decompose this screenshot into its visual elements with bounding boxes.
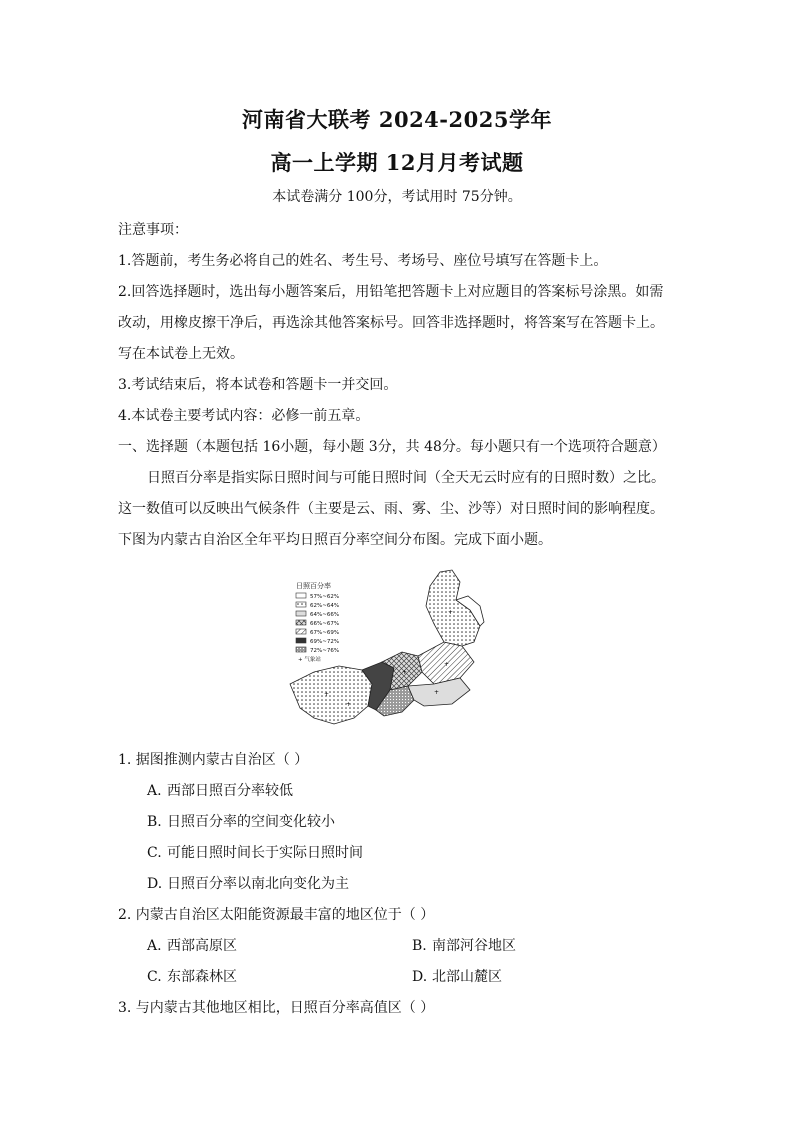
option-label: B. (147, 814, 162, 830)
option-label: C. (147, 969, 162, 985)
station-mark: + (444, 661, 450, 668)
legend-item-2: 62%~64% (310, 603, 340, 609)
legend-item-1: 57%~62% (310, 594, 340, 600)
note-item-3: 3.考试结束后，将本试卷和答题卡一并交回。 (118, 377, 398, 393)
map-legend (296, 581, 339, 663)
legend-swatch-1 (296, 593, 306, 598)
intro-line-2: 这一数值可以反映出气候条件（主要是云、雨、雾、尘、沙等）对日照时间的影响程度。 (118, 501, 664, 517)
option-text: 可能日照时间长于实际日照时间 (167, 845, 363, 861)
legend-swatch-5 (296, 629, 306, 634)
title-line-1: 河南省大联考 2024-2025学年 (242, 107, 552, 132)
legend-swatch-7 (296, 647, 306, 652)
note-item-2-line-2: 改动，用橡皮擦干净后，再选涂其他答案标号。回答非选择题时，将答案写在答题卡上。 (118, 315, 664, 331)
legend-title: 日照百分率 (296, 582, 331, 590)
option-text: 北部山麓区 (432, 969, 502, 985)
question-1-stem: 1. 据图推测内蒙古自治区（ ） (118, 752, 309, 768)
option-text: 日照百分率以南北向变化为主 (167, 876, 349, 892)
note-item-2-line-1: 2.回答选择题时，选出每小题答案后，用铅笔把答题卡上对应题目的答案标号涂黑。如需 (118, 284, 664, 300)
option-text: 南部河谷地区 (432, 938, 516, 954)
option-label: B. (412, 938, 427, 954)
question-1-option-d[interactable] (147, 873, 349, 893)
intro-line-3: 下图为内蒙古自治区全年平均日照百分率空间分布图。完成下面小题。 (118, 532, 552, 548)
option-label: A. (147, 783, 162, 799)
legend-station: + 气象站 (298, 657, 321, 663)
question-2-option-d[interactable] (412, 966, 502, 986)
legend-swatch-3 (296, 611, 306, 616)
legend-item-5: 67%~69% (310, 630, 340, 636)
option-text: 西部高原区 (167, 938, 237, 954)
sunshine-percentage-map (284, 566, 490, 732)
legend-item-6: 69%~72% (310, 639, 340, 645)
station-mark: + (324, 691, 330, 698)
station-mark: + (434, 689, 440, 696)
station-mark: + (402, 669, 408, 676)
question-1-option-c[interactable] (147, 842, 363, 862)
legend-item-3: 64%~66% (310, 612, 340, 618)
question-3-stem: 3. 与内蒙古其他地区相比，日照百分率高值区（ ） (118, 1000, 435, 1016)
option-label: D. (412, 969, 428, 985)
legend-item-4: 66%~67% (310, 621, 340, 627)
station-mark: + (346, 701, 352, 708)
question-1-option-b[interactable] (147, 811, 335, 831)
option-text: 日照百分率的空间变化较小 (167, 814, 335, 830)
note-item-1: 1.答题前，考生务必将自己的姓名、考生号、考场号、座位号填写在答题卡上。 (118, 253, 608, 269)
note-item-4: 4.本试卷主要考试内容：必修一前五章。 (118, 408, 370, 424)
question-1-option-a[interactable] (147, 780, 293, 800)
note-item-2-line-3: 写在本试卷上无效。 (118, 346, 244, 362)
legend-item-7: 72%~76% (310, 648, 340, 654)
legend-swatch-4 (296, 620, 306, 625)
exam-info: 本试卷满分 100分，考试用时 75分钟。 (272, 189, 522, 205)
region-west (290, 666, 372, 724)
question-2-stem: 2. 内蒙古自治区太阳能资源最丰富的地区位于（ ） (118, 907, 435, 923)
option-label: C. (147, 845, 162, 861)
section-heading: 一、选择题（本题包括 16小题，每小题 3分，共 48分。每小题只有一个选项符合题意） (118, 439, 666, 455)
station-mark: + (448, 609, 454, 616)
option-label: A. (147, 938, 162, 954)
question-2-option-a[interactable] (147, 935, 237, 955)
intro-line-1: 日照百分率是指实际日照时间与可能日照时间（全天无云时应有的日照时数）之比。 (147, 470, 665, 486)
option-label: D. (147, 876, 163, 892)
legend-swatch-2 (296, 602, 306, 607)
option-text: 西部日照百分率较低 (167, 783, 293, 799)
question-2-option-b[interactable] (412, 935, 516, 955)
title-line-2: 高一上学期 12月月考试题 (270, 150, 524, 175)
option-text: 东部森林区 (167, 969, 237, 985)
question-2-option-c[interactable] (147, 966, 237, 986)
legend-swatch-6 (296, 638, 306, 643)
notes-heading: 注意事项： (118, 222, 188, 238)
